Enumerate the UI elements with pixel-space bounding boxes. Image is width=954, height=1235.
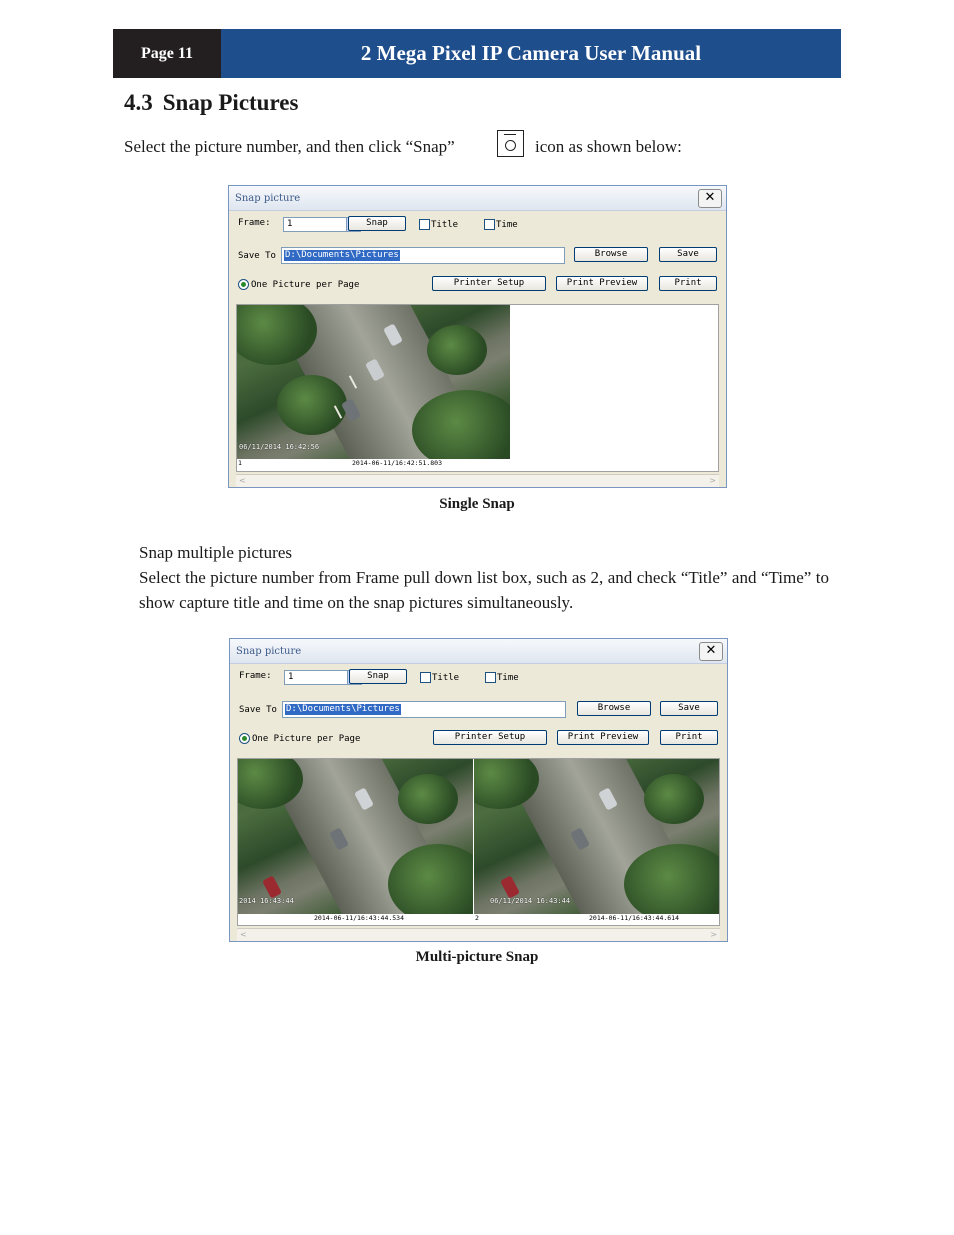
- printer-setup-button[interactable]: Printer Setup: [432, 276, 546, 291]
- snap-button[interactable]: Snap: [349, 669, 407, 684]
- print-preview-button[interactable]: Print Preview: [556, 276, 648, 291]
- print-preview-button[interactable]: Print Preview: [557, 730, 649, 745]
- save-path-value: D:\Documents\Pictures: [285, 250, 399, 260]
- snapshot-index: 2: [475, 914, 479, 922]
- title-checkbox-label: Title: [432, 673, 460, 683]
- figure-caption-multi: Multi-picture Snap: [415, 949, 539, 965]
- save-to-label: Save To: [239, 705, 277, 715]
- save-to-label: Save To: [238, 251, 276, 261]
- manual-title: 2 Mega Pixel IP Camera User Manual: [221, 29, 841, 78]
- scroll-left-icon[interactable]: <: [239, 476, 246, 485]
- radio-label: One Picture per Page: [252, 734, 361, 744]
- frame-label: Frame:: [238, 218, 271, 228]
- save-path-field[interactable]: [282, 701, 566, 718]
- frame-label: Frame:: [239, 671, 272, 681]
- snapshot-timestamp: 2014-06-11/16:43:44.534: [314, 914, 405, 922]
- snapshot-timestamp: 2014-06-11/16:43:44.614: [589, 914, 680, 922]
- dialog-titlebar: [230, 639, 727, 664]
- snap-button[interactable]: Snap: [348, 216, 406, 231]
- time-checkbox[interactable]: [484, 219, 495, 230]
- snapshot-osd: 06/11/2014 16:42:56: [239, 443, 320, 451]
- snapshot-image: [474, 759, 719, 914]
- intro-text: Select the picture number, and then click “Snap”: [124, 137, 455, 156]
- intro-text-after-icon: icon as shown below:: [535, 137, 682, 156]
- save-button[interactable]: Save: [659, 247, 717, 262]
- section-number: 4.3: [124, 90, 153, 115]
- snapshot-timestamp: 2014-06-11/16:42:51.803: [352, 459, 443, 467]
- section-heading: Snap Pictures: [162, 90, 299, 115]
- preview-area: [236, 304, 719, 472]
- multi-heading: Snap multiple pictures: [139, 543, 292, 562]
- page-number: Page 11: [113, 29, 221, 78]
- browse-button[interactable]: Browse: [577, 701, 651, 716]
- close-icon[interactable]: ✕: [698, 189, 722, 208]
- snapshot-image: [238, 759, 473, 914]
- save-path-field[interactable]: [281, 247, 565, 264]
- snapshot-osd: 2014 16:43:44: [239, 897, 294, 905]
- preview-area: [237, 758, 720, 926]
- close-icon[interactable]: ✕: [699, 642, 723, 661]
- frame-value: 1: [288, 672, 294, 682]
- snap-picture-dialog-multi: [229, 638, 728, 942]
- print-button[interactable]: Print: [660, 730, 718, 745]
- print-button[interactable]: Print: [659, 276, 717, 291]
- snapshot-osd: 06/11/2014 16:43:44: [490, 897, 571, 905]
- dialog-title: Snap picture: [235, 193, 301, 204]
- dialog-title: Snap picture: [236, 646, 302, 657]
- title-checkbox[interactable]: [420, 672, 431, 683]
- time-checkbox[interactable]: [485, 672, 496, 683]
- save-button[interactable]: Save: [660, 701, 718, 716]
- snap-picture-dialog-single: [228, 185, 727, 488]
- title-checkbox-label: Title: [431, 220, 459, 230]
- section-title: [124, 90, 308, 116]
- one-picture-per-page-radio[interactable]: [238, 279, 249, 290]
- scroll-left-icon[interactable]: <: [240, 930, 247, 939]
- dialog-titlebar: [229, 186, 726, 211]
- snapshot-index: 1: [238, 459, 242, 467]
- scroll-right-icon[interactable]: >: [710, 930, 717, 939]
- save-path-value: D:\Documents\Pictures: [286, 704, 400, 714]
- one-picture-per-page-radio[interactable]: [239, 733, 250, 744]
- time-checkbox-label: Time: [497, 673, 519, 683]
- title-checkbox[interactable]: [419, 219, 430, 230]
- camera-icon: [497, 130, 524, 157]
- figure-caption-single: Single Snap: [439, 496, 515, 512]
- scroll-right-icon[interactable]: >: [709, 476, 716, 485]
- multi-body: Select the picture number from Frame pull down list box, such as 2, and check “Title” and “Time” to show capture title and time on the snap pictures simultaneously.: [139, 568, 829, 612]
- horizontal-scrollbar[interactable]: [237, 928, 720, 941]
- frame-value: 1: [287, 219, 293, 229]
- snapshot-image: [237, 305, 510, 459]
- browse-button[interactable]: Browse: [574, 247, 648, 262]
- horizontal-scrollbar[interactable]: [236, 474, 719, 487]
- radio-label: One Picture per Page: [251, 280, 360, 290]
- time-checkbox-label: Time: [496, 220, 518, 230]
- printer-setup-button[interactable]: Printer Setup: [433, 730, 547, 745]
